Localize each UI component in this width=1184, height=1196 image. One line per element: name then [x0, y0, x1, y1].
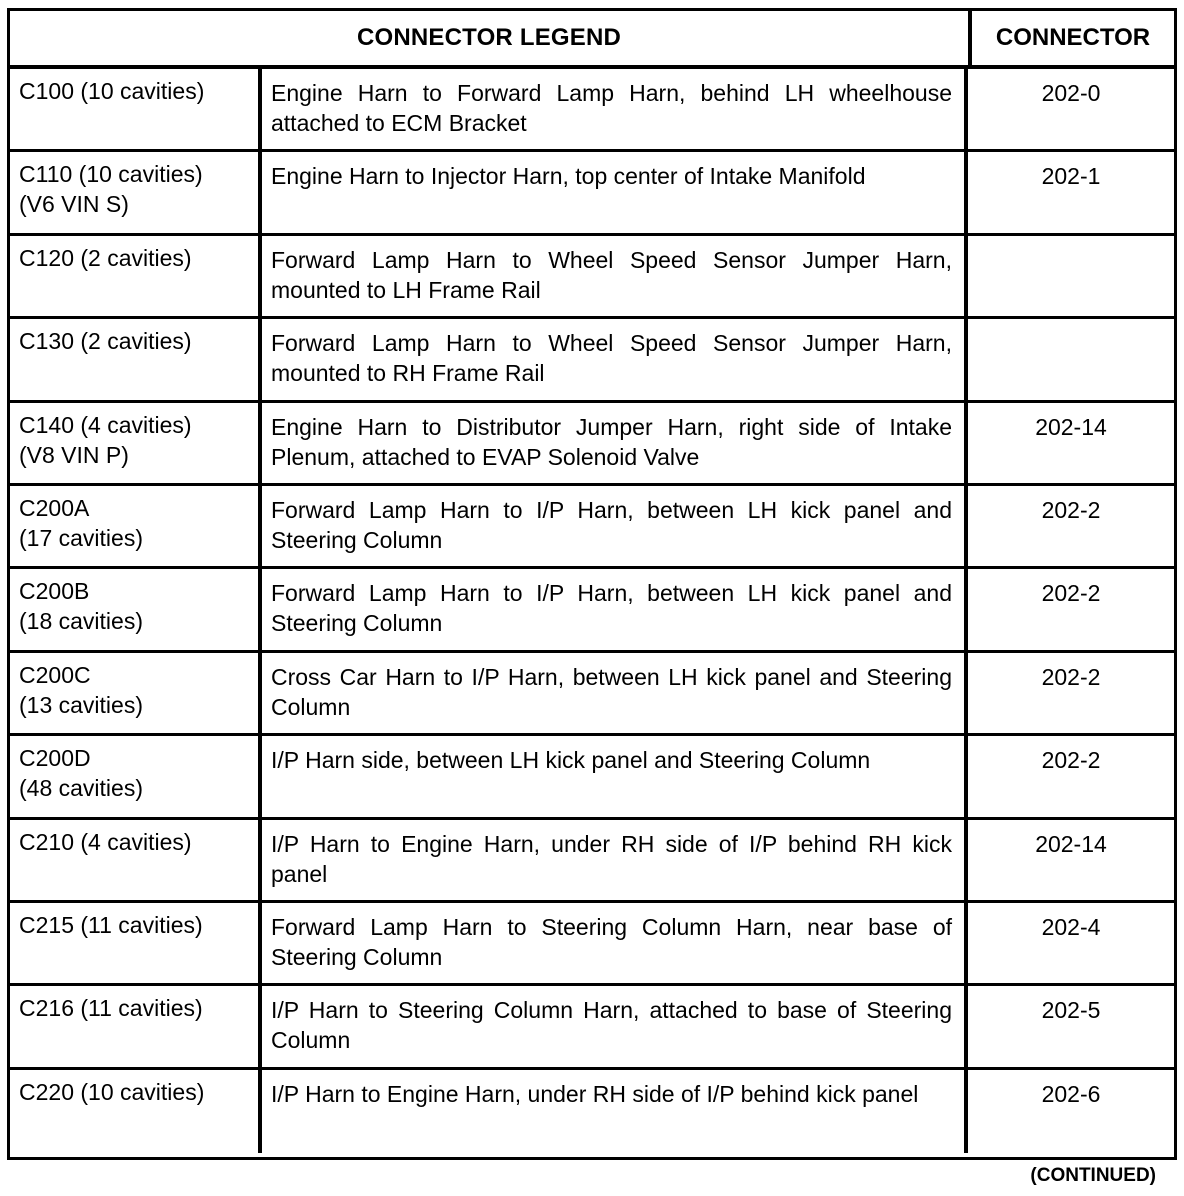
connector-number-cell: 202-2: [1041, 496, 1101, 523]
table-row: [10, 820, 1174, 903]
connector-id-cell: C210 (4 cavities): [10, 820, 262, 900]
connector-number-cell: [968, 319, 1174, 399]
table-row: [10, 403, 1174, 486]
connector-number-cell: 202-2: [1041, 580, 1101, 607]
connector-description-cell: Cross Car Harn to I/P Harn, between LH kick panel and Steering Column: [262, 653, 968, 733]
connector-number-cell: 202-14: [1035, 830, 1107, 857]
table-row: [10, 69, 1174, 152]
table-header-row: [10, 11, 1174, 69]
connector-legend-table: [7, 8, 1177, 1160]
connector-id-cell: C120 (2 cavities): [10, 236, 262, 316]
connector-id-cell: C200B (18 cavities): [10, 569, 262, 649]
table-row: [10, 736, 1174, 819]
table-row: [10, 986, 1174, 1069]
header-connector: CONNECTOR: [968, 11, 1174, 65]
connector-id-cell: C216 (11 cavities): [10, 986, 262, 1066]
table-row: [10, 152, 1174, 235]
header-connector-legend: CONNECTOR LEGEND: [356, 24, 622, 51]
table-row: [10, 319, 1174, 402]
connector-id-cell: C200D (48 cavities): [10, 736, 262, 816]
connector-description-cell: Forward Lamp Harn to I/P Harn, between LH kick panel and Steering Column: [262, 486, 968, 566]
table-row: [10, 903, 1174, 986]
table-body: [10, 69, 1174, 1153]
connector-number-cell: 202-2: [1041, 663, 1101, 690]
connector-description-cell: I/P Harn to Steering Column Harn, attached to base of Steering Column: [262, 986, 968, 1066]
connector-number-cell: 202-6: [1041, 1080, 1101, 1107]
connector-description-cell: I/P Harn to Engine Harn, under RH side of I/P behind RH kick panel: [262, 820, 968, 900]
connector-description-cell: Engine Harn to Injector Harn, top center of Intake Manifold: [262, 152, 968, 232]
connector-number-cell: 202-2: [1041, 747, 1101, 774]
connector-description-cell: Engine Harn to Distributor Jumper Harn, right side of Intake Plenum, attached to EVAP Solenoid Valve: [262, 403, 968, 483]
connector-description-cell: Forward Lamp Harn to Wheel Speed Sensor Jumper Harn, mounted to LH Frame Rail: [262, 236, 968, 316]
connector-description-cell: Forward Lamp Harn to Wheel Speed Sensor Jumper Harn, mounted to RH Frame Rail: [262, 319, 968, 399]
connector-number-cell: 202-5: [1041, 997, 1101, 1024]
connector-number-cell: 202-4: [1041, 913, 1101, 940]
connector-description-cell: Forward Lamp Harn to I/P Harn, between LH kick panel and Steering Column: [262, 569, 968, 649]
connector-id-cell: C110 (10 cavities) (V6 VIN S): [10, 152, 262, 232]
connector-id-cell: C220 (10 cavities): [10, 1070, 262, 1153]
connector-id-cell: C215 (11 cavities): [10, 903, 262, 983]
table-row: [10, 653, 1174, 736]
table-row: [10, 569, 1174, 652]
connector-description-cell: I/P Harn side, between LH kick panel and Steering Column: [262, 736, 968, 816]
table-row: [10, 1070, 1174, 1153]
connector-description-cell: Forward Lamp Harn to Steering Column Harn, near base of Steering Column: [262, 903, 968, 983]
connector-id-cell: C100 (10 cavities): [10, 69, 262, 149]
table-row: [10, 236, 1174, 319]
connector-description-cell: Engine Harn to Forward Lamp Harn, behind LH wheelhouse attached to ECM Bracket: [262, 69, 968, 149]
connector-number-cell: 202-14: [1035, 413, 1107, 440]
continued-note: (CONTINUED): [1030, 1165, 1156, 1186]
connector-id-cell: C130 (2 cavities): [10, 319, 262, 399]
connector-number-cell: 202-0: [1041, 80, 1101, 106]
connector-id-cell: C140 (4 cavities) (V8 VIN P): [10, 403, 262, 483]
table-row: [10, 486, 1174, 569]
connector-description-cell: I/P Harn to Engine Harn, under RH side of I/P behind kick panel: [262, 1070, 968, 1153]
connector-id-cell: C200A (17 cavities): [10, 486, 262, 566]
connector-id-cell: C200C (13 cavities): [10, 653, 262, 733]
connector-number-cell: [968, 236, 1174, 316]
connector-number-cell: 202-1: [1041, 163, 1101, 190]
